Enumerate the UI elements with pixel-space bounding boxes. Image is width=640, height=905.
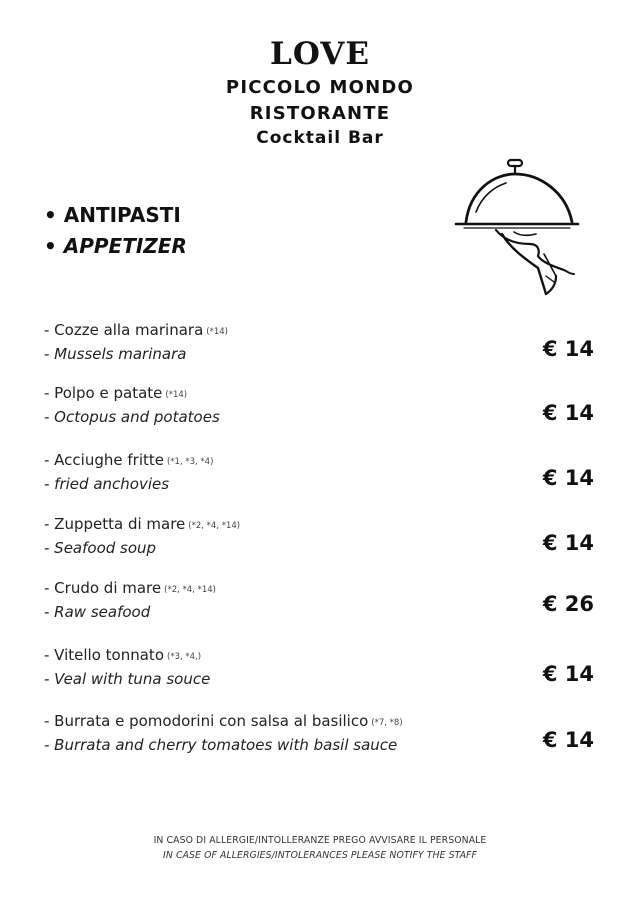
menu-item (44, 579, 600, 631)
dish-name-italian: - Burrata e pomodorini con salsa al basilico (44, 712, 369, 730)
menu-item (44, 384, 600, 436)
dish-name-english: - fried anchovies (44, 475, 170, 493)
allergen-codes: (*1, *3, *4) (166, 457, 214, 467)
menu-item (44, 712, 600, 764)
allergy-notice-italian: IN CASO DI ALLERGIE/INTOLLERANZE PREGO AVVISARE IL PERSONALE (153, 835, 487, 846)
restaurant-subtitle-2: RISTORANTE (249, 103, 391, 124)
dish-name-english: - Veal with tuna souce (44, 670, 211, 688)
dish-price: € 14 (542, 662, 594, 686)
allergen-codes: (*2, *4, *14) (188, 521, 241, 531)
dish-name-english: - Seafood soup (44, 539, 157, 557)
restaurant-name: LOVE (270, 36, 370, 72)
menu-item (44, 646, 600, 698)
section-title-english: • APPETIZER (44, 234, 187, 258)
dish-name-italian: - Acciughe fritte (44, 451, 164, 469)
section-title-italian: • ANTIPASTI (44, 203, 181, 227)
dish-price: € 26 (542, 592, 594, 616)
serving-cloche-icon (452, 156, 580, 302)
allergen-codes: (*14) (165, 390, 188, 400)
dish-price: € 14 (542, 337, 594, 361)
allergy-notice-english: IN CASE OF ALLERGIES/INTOLERANCES PLEASE NOTIFY THE STAFF (163, 850, 477, 861)
menu-item (44, 321, 600, 373)
dish-name-english: - Raw seafood (44, 603, 151, 621)
dish-name-italian: - Zuppetta di mare (44, 515, 186, 533)
dish-name-italian: - Polpo e patate (44, 384, 163, 402)
dish-name-italian: - Vitello tonnato (44, 646, 164, 664)
restaurant-subtitle-3: Cocktail Bar (256, 128, 384, 148)
dish-price: € 14 (542, 401, 594, 425)
restaurant-subtitle-1: PICCOLO MONDO (225, 77, 415, 98)
dish-name-english: - Octopus and potatoes (44, 408, 220, 426)
dish-price: € 14 (542, 728, 594, 752)
allergen-codes: (*2, *4, *14) (164, 585, 216, 595)
menu-item (44, 515, 600, 567)
dish-name-english: - Burrata and cherry tomatoes with basil sauce (44, 736, 398, 754)
allergen-codes: (*7, *8) (371, 718, 403, 728)
menu-item (44, 451, 600, 503)
allergen-codes: (*3, *4,) (167, 652, 202, 662)
dish-name-english: - Mussels marinara (44, 345, 187, 363)
dish-price: € 14 (542, 531, 594, 555)
allergen-codes: (*14) (206, 327, 228, 337)
dish-name-italian: - Crudo di mare (44, 579, 162, 597)
dish-name-italian: - Cozze alla marinara (44, 321, 204, 339)
dish-price: € 14 (542, 466, 594, 490)
